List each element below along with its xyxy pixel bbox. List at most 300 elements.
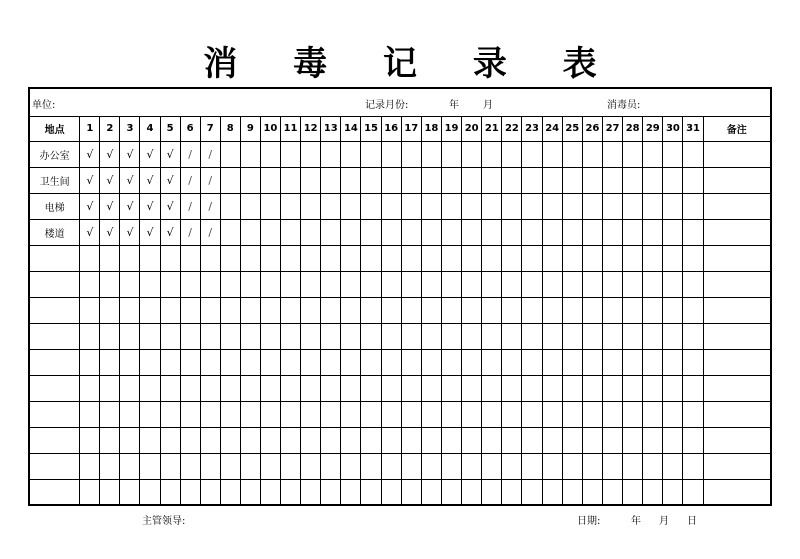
day-cell (401, 246, 421, 272)
day-header: 3 (120, 116, 140, 142)
day-cell (562, 220, 582, 246)
day-cell (240, 402, 260, 428)
day-cell (80, 428, 100, 454)
day-cell: √ (100, 142, 120, 168)
day-header: 13 (321, 116, 341, 142)
day-cell (280, 220, 300, 246)
day-header: 8 (220, 116, 240, 142)
table-row (30, 168, 770, 194)
day-cell (240, 142, 260, 168)
day-cell (401, 298, 421, 324)
day-cell (160, 402, 180, 428)
day-cell (582, 480, 602, 506)
day-cell (341, 480, 361, 506)
day-cell (80, 246, 100, 272)
day-cell (341, 142, 361, 168)
day-cell (683, 298, 703, 324)
day-cell (280, 142, 300, 168)
day-cell (321, 324, 341, 350)
day-cell (140, 246, 160, 272)
day-cell: √ (120, 220, 140, 246)
day-cell (321, 220, 341, 246)
day-cell (643, 454, 663, 480)
unit-label: 单位: (32, 100, 56, 111)
day-cell (623, 246, 643, 272)
day-cell (462, 402, 482, 428)
day-cell (321, 168, 341, 194)
day-cell: / (180, 142, 200, 168)
day-cell (341, 194, 361, 220)
day-cell (421, 454, 441, 480)
remarks-cell (703, 402, 770, 428)
table-row (30, 402, 770, 428)
day-cell (663, 168, 683, 194)
day-cell (80, 272, 100, 298)
day-cell (542, 142, 562, 168)
day-cell (663, 428, 683, 454)
day-cell (301, 194, 321, 220)
day-header: 6 (180, 116, 200, 142)
day-cell (482, 480, 502, 506)
day-cell (260, 428, 280, 454)
day-cell (301, 376, 321, 402)
day-cell (462, 454, 482, 480)
day-cell (643, 428, 663, 454)
day-cell (542, 168, 562, 194)
day-cell (643, 324, 663, 350)
day-cell (602, 272, 622, 298)
day-cell (381, 376, 401, 402)
location-cell: 电梯 (30, 194, 80, 220)
day-cell (462, 272, 482, 298)
day-cell (140, 350, 160, 376)
record-sheet (28, 87, 772, 506)
day-cell (260, 272, 280, 298)
day-cell (100, 428, 120, 454)
day-cell (280, 402, 300, 428)
day-cell (160, 272, 180, 298)
day-cell (301, 402, 321, 428)
remarks-cell (703, 142, 770, 168)
day-cell (140, 376, 160, 402)
remarks-cell (703, 376, 770, 402)
day-cell (200, 350, 220, 376)
day-cell (562, 324, 582, 350)
day-cell (260, 350, 280, 376)
day-cell (421, 480, 441, 506)
day-cell (462, 350, 482, 376)
day-cell (280, 168, 300, 194)
day-header: 4 (140, 116, 160, 142)
day-cell (120, 298, 140, 324)
day-cell (100, 480, 120, 506)
day-cell (341, 350, 361, 376)
day-cell (482, 168, 502, 194)
day-cell (220, 220, 240, 246)
day-cell (582, 298, 602, 324)
day-cell (240, 480, 260, 506)
day-cell (542, 194, 562, 220)
day-cell (361, 402, 381, 428)
day-cell (502, 220, 522, 246)
location-cell (30, 428, 80, 454)
day-cell (260, 168, 280, 194)
day-cell (200, 298, 220, 324)
remarks-cell (703, 194, 770, 220)
day-cell: √ (120, 194, 140, 220)
day-cell (361, 324, 381, 350)
day-cell (542, 246, 562, 272)
day-cell (623, 298, 643, 324)
day-cell (301, 428, 321, 454)
date-day: 日 (687, 516, 697, 527)
day-cell (643, 298, 663, 324)
day-cell (240, 428, 260, 454)
location-cell (30, 454, 80, 480)
day-header: 23 (522, 116, 542, 142)
day-cell (401, 168, 421, 194)
day-cell (341, 324, 361, 350)
day-cell (220, 168, 240, 194)
table-row (30, 298, 770, 324)
day-cell (280, 480, 300, 506)
day-cell (623, 272, 643, 298)
day-cell (562, 272, 582, 298)
day-cell (220, 324, 240, 350)
day-cell (441, 402, 461, 428)
day-cell (462, 220, 482, 246)
day-cell (421, 324, 441, 350)
day-cell (381, 402, 401, 428)
day-cell (462, 246, 482, 272)
day-cell (301, 220, 321, 246)
day-cell (160, 480, 180, 506)
day-cell (401, 142, 421, 168)
day-header: 31 (683, 116, 703, 142)
supervisor-label: 主管领导: (142, 516, 186, 527)
day-cell (683, 376, 703, 402)
day-cell (482, 194, 502, 220)
day-cell (80, 350, 100, 376)
day-cell (100, 454, 120, 480)
location-cell: 办公室 (30, 142, 80, 168)
day-header: 14 (341, 116, 361, 142)
day-cell (401, 402, 421, 428)
day-cell (643, 220, 663, 246)
day-cell (361, 298, 381, 324)
day-cell (200, 272, 220, 298)
day-cell: √ (160, 220, 180, 246)
day-cell (361, 194, 381, 220)
day-cell: / (200, 194, 220, 220)
day-cell (220, 350, 240, 376)
day-cell (482, 402, 502, 428)
day-cell (240, 194, 260, 220)
day-header: 25 (562, 116, 582, 142)
day-cell (522, 350, 542, 376)
remarks-cell (703, 272, 770, 298)
day-cell (623, 168, 643, 194)
remarks-header: 备注 (703, 116, 770, 142)
day-cell (260, 376, 280, 402)
day-cell (301, 168, 321, 194)
day-cell (321, 376, 341, 402)
day-cell (562, 246, 582, 272)
day-cell (502, 298, 522, 324)
day-cell (542, 298, 562, 324)
day-cell (441, 428, 461, 454)
day-cell (683, 324, 703, 350)
day-cell (623, 220, 643, 246)
day-cell (80, 376, 100, 402)
day-cell (180, 428, 200, 454)
day-cell (401, 480, 421, 506)
day-cell (401, 454, 421, 480)
day-cell (361, 220, 381, 246)
day-cell (522, 168, 542, 194)
day-cell (341, 428, 361, 454)
day-cell (623, 480, 643, 506)
day-cell (542, 272, 562, 298)
day-cell (200, 324, 220, 350)
day-cell (562, 454, 582, 480)
day-cell: √ (120, 142, 140, 168)
day-cell (361, 142, 381, 168)
day-cell: √ (140, 220, 160, 246)
day-cell (462, 194, 482, 220)
day-cell (160, 246, 180, 272)
day-cell (401, 376, 421, 402)
location-cell (30, 402, 80, 428)
day-cell (502, 168, 522, 194)
day-cell (280, 246, 300, 272)
day-cell (381, 480, 401, 506)
day-cell: / (180, 194, 200, 220)
location-cell (30, 480, 80, 506)
day-cell (200, 428, 220, 454)
day-cell (180, 324, 200, 350)
table-row (30, 324, 770, 350)
day-cell (502, 142, 522, 168)
day-cell (663, 298, 683, 324)
day-cell (220, 480, 240, 506)
day-cell (502, 272, 522, 298)
day-cell (683, 220, 703, 246)
day-cell: / (200, 142, 220, 168)
day-cell (240, 376, 260, 402)
day-cell (462, 324, 482, 350)
day-cell (602, 194, 622, 220)
day-header: 5 (160, 116, 180, 142)
day-cell (482, 350, 502, 376)
day-cell: √ (80, 168, 100, 194)
table-row (30, 480, 770, 506)
day-cell (683, 194, 703, 220)
day-cell (160, 298, 180, 324)
day-cell (381, 194, 401, 220)
day-cell (643, 168, 663, 194)
day-cell (341, 298, 361, 324)
day-cell (582, 376, 602, 402)
day-cell (260, 402, 280, 428)
day-cell (180, 376, 200, 402)
table-row (30, 194, 770, 220)
day-cell (361, 350, 381, 376)
day-cell (321, 272, 341, 298)
day-cell (462, 168, 482, 194)
day-cell (220, 142, 240, 168)
day-cell (280, 350, 300, 376)
day-cell (462, 298, 482, 324)
day-cell (582, 168, 602, 194)
day-cell (260, 324, 280, 350)
location-cell (30, 246, 80, 272)
day-cell (683, 246, 703, 272)
day-cell (240, 220, 260, 246)
day-cell (381, 454, 401, 480)
day-cell: √ (160, 194, 180, 220)
location-cell (30, 298, 80, 324)
day-cell (401, 324, 421, 350)
day-cell (240, 454, 260, 480)
day-header: 18 (421, 116, 441, 142)
day-header: 9 (240, 116, 260, 142)
day-cell (341, 402, 361, 428)
day-cell (562, 350, 582, 376)
day-cell (260, 480, 280, 506)
day-header: 26 (582, 116, 602, 142)
day-cell (180, 350, 200, 376)
day-cell (542, 350, 562, 376)
day-header: 24 (542, 116, 562, 142)
day-header: 16 (381, 116, 401, 142)
day-cell (623, 350, 643, 376)
day-cell (482, 272, 502, 298)
day-cell (441, 324, 461, 350)
day-cell (482, 454, 502, 480)
day-cell (341, 376, 361, 402)
day-cell (421, 402, 441, 428)
day-cell (421, 142, 441, 168)
remarks-cell (703, 480, 770, 506)
day-cell (522, 142, 542, 168)
day-cell (582, 194, 602, 220)
day-cell (643, 480, 663, 506)
page-title: 消 毒 记 录 表 (203, 44, 619, 84)
day-cell (321, 142, 341, 168)
day-cell (643, 272, 663, 298)
day-cell (120, 376, 140, 402)
day-cell (80, 454, 100, 480)
day-cell (421, 350, 441, 376)
day-cell: √ (140, 168, 160, 194)
day-cell: / (180, 168, 200, 194)
day-cell (160, 324, 180, 350)
day-cell (502, 194, 522, 220)
day-cell (421, 168, 441, 194)
day-cell (542, 454, 562, 480)
day-cell: √ (100, 194, 120, 220)
day-cell (180, 480, 200, 506)
day-cell (441, 246, 461, 272)
day-cell (100, 376, 120, 402)
remarks-cell (703, 168, 770, 194)
day-cell (220, 376, 240, 402)
day-cell (462, 428, 482, 454)
table-row (30, 142, 770, 168)
day-header: 10 (260, 116, 280, 142)
day-header: 30 (663, 116, 683, 142)
day-cell (321, 350, 341, 376)
day-cell (321, 194, 341, 220)
day-cell (623, 194, 643, 220)
day-cell (280, 298, 300, 324)
day-cell (321, 298, 341, 324)
day-cell (100, 298, 120, 324)
location-cell: 楼道 (30, 220, 80, 246)
day-cell (280, 272, 300, 298)
day-header: 2 (100, 116, 120, 142)
day-cell (180, 246, 200, 272)
day-cell (301, 454, 321, 480)
day-cell (663, 480, 683, 506)
day-cell (643, 142, 663, 168)
day-cell (502, 350, 522, 376)
day-cell (140, 298, 160, 324)
day-cell: √ (80, 194, 100, 220)
day-cell (562, 376, 582, 402)
day-cell (623, 428, 643, 454)
table-row (30, 454, 770, 480)
day-cell (421, 298, 441, 324)
day-cell (180, 402, 200, 428)
record-month-label: 记录月份: (365, 100, 409, 111)
day-cell (280, 454, 300, 480)
day-header: 20 (462, 116, 482, 142)
day-cell (80, 402, 100, 428)
day-cell: / (200, 168, 220, 194)
day-cell (562, 428, 582, 454)
day-cell (683, 272, 703, 298)
remarks-cell (703, 350, 770, 376)
day-cell (401, 220, 421, 246)
remarks-cell (703, 454, 770, 480)
day-cell (602, 324, 622, 350)
day-cell (582, 402, 602, 428)
day-cell (482, 324, 502, 350)
day-cell (441, 194, 461, 220)
day-cell (341, 168, 361, 194)
day-header: 27 (602, 116, 622, 142)
day-cell (120, 428, 140, 454)
day-cell (582, 428, 602, 454)
day-cell (160, 350, 180, 376)
day-cell (401, 272, 421, 298)
day-cell (602, 350, 622, 376)
day-cell (240, 350, 260, 376)
day-cell (321, 402, 341, 428)
day-cell (643, 376, 663, 402)
day-cell (180, 298, 200, 324)
day-cell (120, 350, 140, 376)
day-cell (522, 480, 542, 506)
day-cell (482, 376, 502, 402)
day-cell (683, 168, 703, 194)
day-cell (240, 298, 260, 324)
day-cell (441, 376, 461, 402)
day-cell (582, 272, 602, 298)
table-row (30, 272, 770, 298)
